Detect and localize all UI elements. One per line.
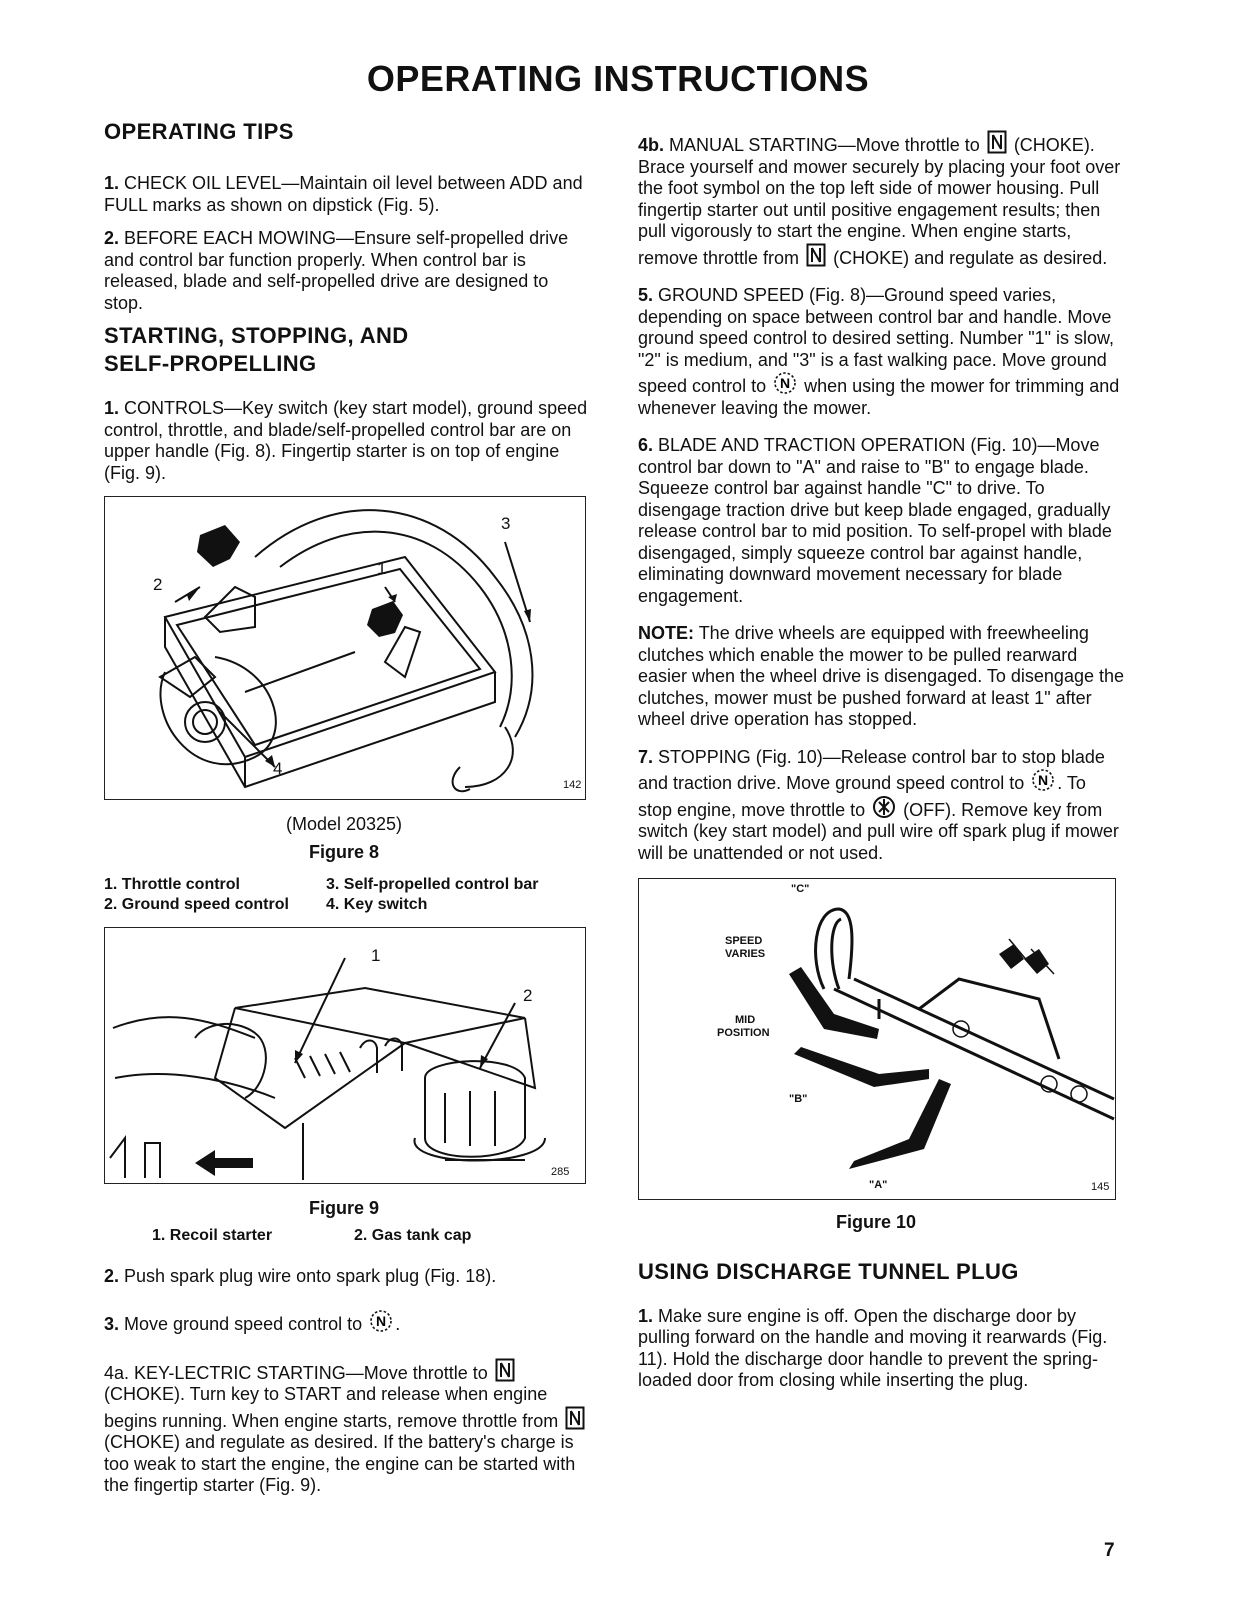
step-2-number: 2. [104,1265,120,1286]
note-text: The drive wheels are equipped with freewheeling clutches which enable the mower to be pulled rearward easier when the wheel drive is disengaged. To disengage the clutches, mower must be pushed forward at least 1" after wheel drive operation has stopped. [638,623,1124,729]
fig8-callout-3: 3 [501,514,511,533]
neutral-n-icon [369,1309,393,1333]
step-7-number: 7. [638,746,654,767]
fig10-label-b: "B" [789,1093,808,1105]
tunnel-step-1 [638,1306,1124,1392]
step-4a [104,1358,592,1497]
fig9-legend-item: 2. Gas tank cap [354,1226,472,1244]
fig9-code: 285 [551,1166,570,1178]
fig10-speed-varies-2: VARIES [725,948,766,960]
page-number: 7 [1104,1540,1115,1561]
page-title: OPERATING INSTRUCTIONS [366,58,870,99]
fig9-caption: Figure 9 [308,1198,379,1218]
neutral-n-icon [773,371,797,395]
step-3 [104,1309,592,1336]
operating-tips-heading: OPERATING TIPS [104,119,294,144]
fig8-legend [104,875,588,915]
fig9-callout-1: 1 [371,946,381,965]
discharge-tunnel-heading: USING DISCHARGE TUNNEL PLUG [638,1258,1019,1284]
step-3-end: . [395,1314,401,1334]
figure-10-illustration [638,878,1116,1200]
off-icon [872,795,896,819]
step-4b [638,130,1124,269]
tip-1-number: 1. [104,173,120,193]
figure-8-illustration [104,496,586,800]
step-5-text-2: when using the mower for trimming and whenever leaving the mower. [638,376,1120,418]
step-2-text: Push spark plug wire onto spark plug (Fig. 18). [124,1265,497,1286]
step-7-text-3: (OFF). Remove key from switch (key start model) and pull wire off spark plug if mower will be unattended or not used. [638,799,1119,863]
fig10-label-c: "C" [791,883,810,895]
tip-1 [104,173,592,216]
engine-starter-drawing [105,928,585,1183]
fig9-callout-2: 2 [523,986,533,1005]
fig8-callout-1: 1 [377,559,387,578]
neutral-n-icon [1031,768,1055,792]
step-6-text: BLADE AND TRACTION OPERATION (Fig. 10)—Move control bar down to "A" and raise to "B" to engage blade. Squeeze control bar against handle "C" to drive. To disengage traction drive but keep blade engaged, gradually release control bar to mid position. To self-propel with blade disengaged, simply squeeze control bar against handle, eliminating downward movement necessary for blade engagement. [638,435,1112,606]
fig10-mid-1: MID [735,1014,756,1026]
controls-text: CONTROLS—Key switch (key start model), ground speed control, throttle, and blade/self-propelled control bar are on upper handle (Fig. 8). Fingertip starter is on top of engine (Fig. 9). [104,398,588,483]
fig8-code: 142 [563,779,582,791]
starting-heading-line-1: STARTING, STOPPING, AND [104,323,409,348]
left-column [104,118,592,1497]
control-panel-drawing [105,497,585,799]
step-5 [638,285,1124,419]
fig8-legend-item: 3. Self-propelled control bar [326,876,539,893]
note-paragraph [638,623,1124,731]
control-bar-drawing [639,879,1115,1199]
fig8-legend-item: 1. Throttle control [104,876,240,893]
fig9-legend [104,1226,588,1246]
starting-heading [104,322,592,378]
step-3-number: 3. [104,1314,120,1334]
tunnel-step-1-text: Make sure engine is off. Open the discharge door by pulling forward on the handle and moving it rearwards (Fig. 11). Hold the discharge door handle to prevent the spring-loaded door from closing while inserting the plug. [638,1305,1108,1390]
fig10-caption: Figure 10 [835,1212,917,1232]
fig8-model: (Model 20325) [285,814,403,834]
fig8-caption: Figure 8 [308,841,379,862]
step-4a-text-1: KEY-LECTRIC STARTING—Move throttle to [134,1362,488,1383]
step-5-number: 5. [638,285,654,305]
controls-number: 1. [104,398,120,418]
tip-1-text: CHECK OIL LEVEL—Maintain oil level between ADD and FULL marks as shown on dipstick (Fig. 5). [104,173,583,215]
tunnel-step-1-number: 1. [638,1305,654,1326]
figure-9-illustration [104,927,586,1184]
step-4a-text-3: (CHOKE) and regulate as desired. If the battery's charge is too weak to start the engine, the engine can be started with the fingertip starter (Fig. 9). [104,1432,576,1495]
tip-2-text: BEFORE EACH MOWING—Ensure self-propelled drive and control bar function properly. When control bar is released, blade and self-propelled drive are designed to stop. [104,228,569,313]
step-4b-lead: 4b. [638,135,665,155]
step-4b-text-1: MANUAL STARTING—Move throttle to [669,135,980,155]
step-4a-lead: 4a. [104,1362,130,1383]
fig8-callout-2: 2 [153,575,163,594]
fig10-label-a: "A" [869,1179,888,1191]
fig10-speed-varies-1: SPEED [725,935,763,947]
choke-icon [565,1406,585,1430]
tip-2 [104,228,592,314]
tip-2-number: 2. [104,228,120,248]
choke-icon [806,243,826,267]
step-3-text: Move ground speed control to [124,1314,363,1334]
choke-icon [495,1358,515,1382]
svg-text:N: N [1038,772,1049,788]
svg-text:N: N [780,375,791,391]
step-7-text-1: STOPPING (Fig. 10)—Release control bar to stop blade and traction drive. Move ground speed control to [638,746,1105,793]
fig8-legend-item: 2. Ground speed control [104,896,289,913]
choke-icon [987,130,1007,154]
step-4b-text-2: (CHOKE). Brace yourself and mower securely by placing your foot over the foot symbol on the top left side of mower housing. Pull fingertip starter out until positive engagement results; then pull vigorously to start the engine. When engine starts, remove throttle from [638,135,1121,268]
note-label: NOTE: [638,623,694,643]
step-2 [104,1266,592,1288]
fig8-callout-4: 4 [273,759,283,778]
step-7-text-2: . To stop engine, move throttle to [638,773,1086,820]
fig8-legend-item: 4. Key switch [326,896,428,913]
step-4b-text-3: (CHOKE) and regulate as desired. [833,247,1108,268]
controls-paragraph [104,398,592,484]
fig10-mid-2: POSITION [717,1027,770,1039]
step-5-text-1: GROUND SPEED (Fig. 8)—Ground speed varies, depending on space between control bar and handle. Move ground speed control to desired setting. Number "1" is slow, "2" is medium, and "3" is a fast walking pace. Move ground speed control to [638,285,1115,396]
step-6-number: 6. [638,435,654,455]
fig10-code: 145 [1091,1181,1110,1193]
starting-heading-line-2: SELF-PROPELLING [104,351,317,376]
step-4a-text-2: (CHOKE). Turn key to START and release when engine begins running. When engine starts, remove throttle from [104,1384,559,1431]
fig9-legend-item: 1. Recoil starter [152,1226,273,1244]
step-7 [638,747,1124,865]
svg-text:N: N [376,1313,387,1329]
right-column [638,130,1124,1392]
step-6 [638,435,1124,607]
